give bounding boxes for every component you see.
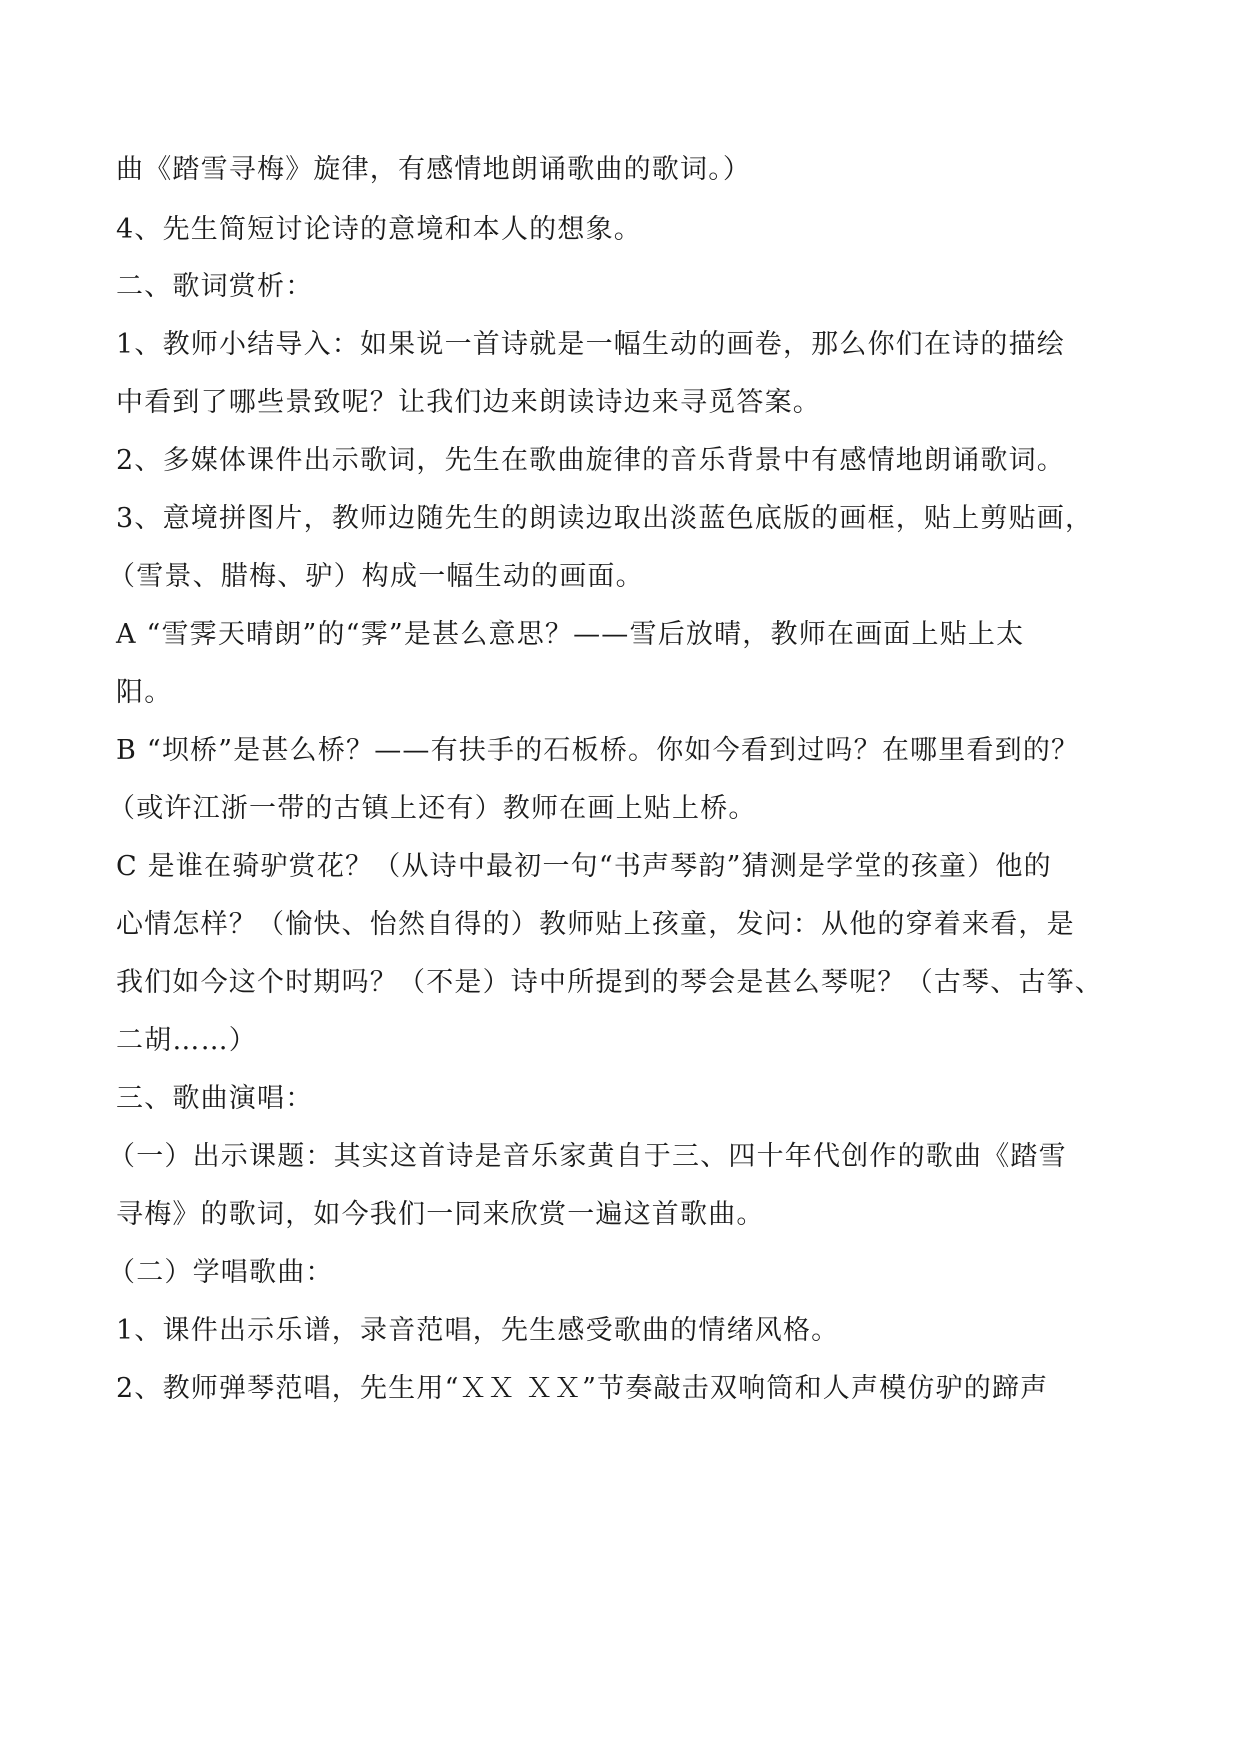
section-heading: 二、歌词赏析： [116,271,314,302]
text-line: 我们如今这个时期吗？（不是）诗中所提到的琴会是甚么琴呢？（古琴、古筝、 [116,967,1103,998]
text-line: B “坝桥”是甚么桥？——有扶手的石板桥。你如今看到过吗？在哪里看到的？ [116,735,1080,766]
text-line: 2、教师弹琴范唱，先生用“ＸＸ ＸＸ”节奏敲击双响筒和人声模仿驴的蹄声 [116,1373,1049,1404]
text-line: A “雪霁天晴朗”的“霁”是甚么意思？——雪后放晴，教师在画面上贴上太 [116,619,1025,650]
text-line: 阳。 [116,677,173,708]
text-line: C 是谁在骑驴赏花？（从诗中最初一句“书声琴韵”猜测是学堂的孩童）他的 [116,851,1052,882]
section-heading: 三、歌曲演唱： [116,1083,314,1114]
text-line: 心情怎样？（愉快、怡然自得的）教师贴上孩童，发问：从他的穿着来看，是 [116,909,1075,940]
text-line: 曲《踏雪寻梅》旋律，有感情地朗诵歌曲的歌词。） [116,154,752,185]
sub-heading: （二）学唱歌曲： [108,1257,334,1288]
text-line: 3、意境拼图片，教师边随先生的朗读边取出淡蓝色底版的画框，贴上剪贴画， [116,503,1094,534]
text-line: 二胡……） [116,1025,257,1056]
text-line: 4、先生简短讨论诗的意境和本人的想象。 [116,214,642,245]
text-line: 2、多媒体课件出示歌词，先生在歌曲旋律的音乐背景中有感情地朗诵歌词。 [116,445,1065,476]
text-line: 1、课件出示乐谱，录音范唱，先生感受歌曲的情绪风格。 [116,1315,840,1346]
text-line: 寻梅》的歌词，如今我们一同来欣赏一遍这首歌曲。 [116,1199,765,1230]
text-line: （或许江浙一带的古镇上还有）教师在画上贴上桥。 [108,793,757,824]
text-line: （雪景、腊梅、驴）构成一幅生动的画面。 [108,561,644,592]
text-line: （一）出示课题：其实这首诗是音乐家黄自于三、四十年代创作的歌曲《踏雪 [108,1141,1067,1172]
text-line: 中看到了哪些景致呢？让我们边来朗读诗边来寻觅答案。 [116,387,821,418]
text-line: 1、教师小结导入：如果说一首诗就是一幅生动的画卷，那么你们在诗的描绘 [116,329,1065,360]
